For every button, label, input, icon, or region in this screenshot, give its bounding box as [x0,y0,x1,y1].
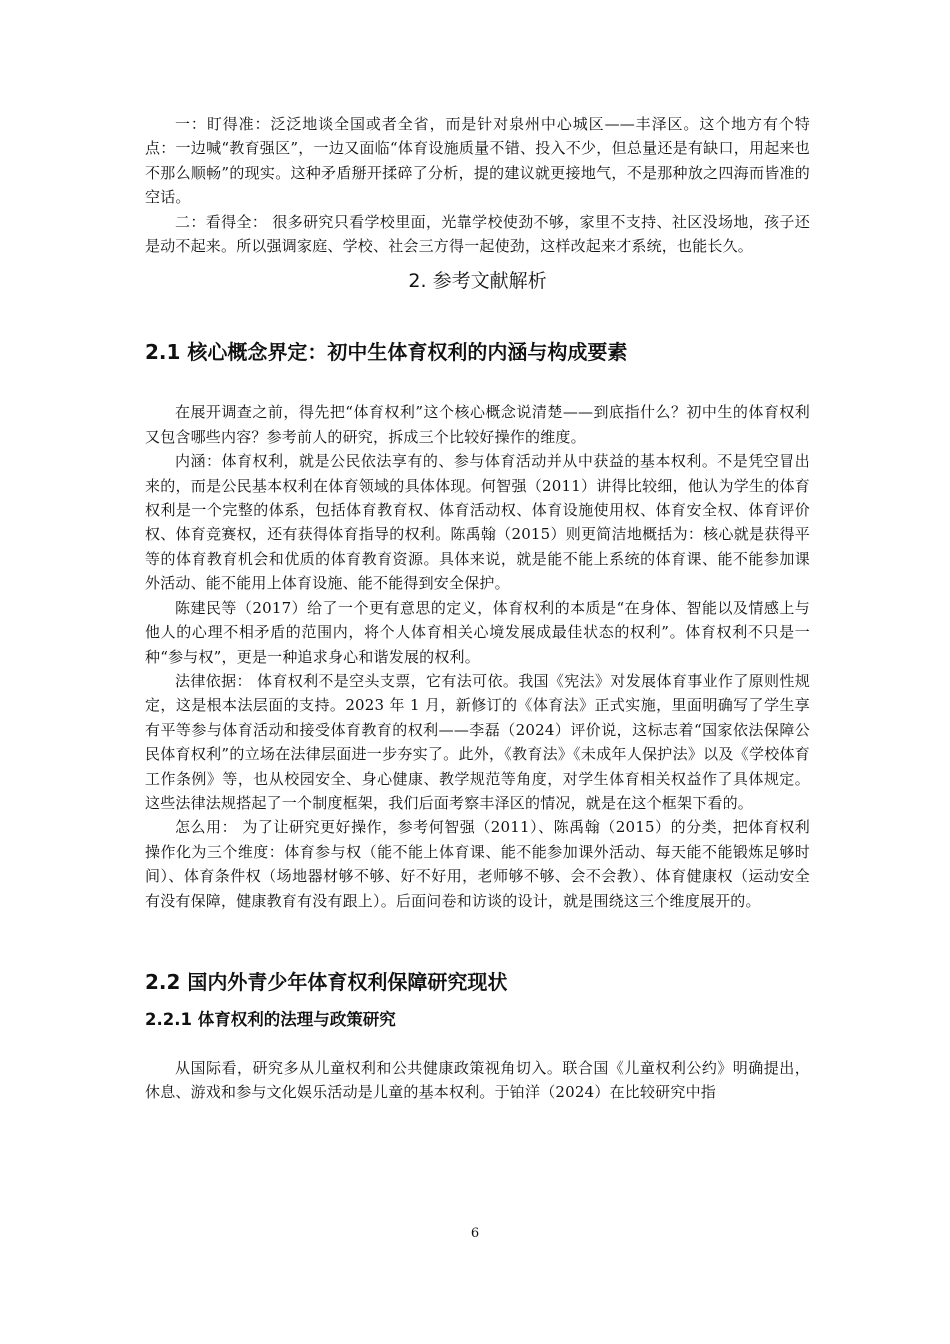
paragraph-point-one: 一：盯得准：泛泛地谈全国或者全省，而是针对泉州中心城区——丰泽区。这个地方有个特点：一边喊“教育强区”，一边又面临“体育设施质量不错、投入不少，但总量还是有缺口，用起来也不那么顺畅”的现实。这种矛盾掰开揉碎了分析，提的建议就更接地气，不是那种放之四海而皆准的空话。 [145,115,810,207]
paragraph-connotation: 内涵：体育权利，就是公民依法享有的、参与体育活动并从中获益的基本权利。不是凭空冒出来的，而是公民基本权利在体育领域的具体体现。何智强（2011）讲得比较细，他认为学生的体育权利是一个完整的体系，包括体育教育权、体育活动权、体育设施使用权、体育安全权、体育评价权、体育竞赛权，还有获得体育指导的权利。陈禹翰（2015）则更简洁地概括为：核心就是获得平等的体育教育机会和优质的体育教育资源。具体来说，就是能不能上系统的体育课、能不能参加课外活动、能不能用上体育设施、能不能得到安全保护。 [145,452,810,593]
section-title-2-1: 2.1 核心概念界定：初中生体育权利的内涵与构成要素 [145,340,628,365]
paragraph-legal-basis: 法律依据： 体育权利不是空头支票，它有法可依。我国《宪法》对发展体育事业作了原则性规定，这是根本法层面的支持。2023 年 1 月，新修订的《体育法》正式实施，里面明确写了学生享有平等参与体育活动和接受体育教育的权利——李磊（2024）评价说，这标志着“国家依法保障公民体育权利”的立场在法律层面进一步夯实了。此外，《教育法》《未成年人保护法》以及《学校体育工作条例》等，也从校园安全、身心健康、教学规范等角度，对学生体育相关权益作了具体规定。这些法律法规搭起了一个制度框架，我们后面考察丰泽区的情况，就是在这个框架下看的。 [145,671,810,812]
chapter-title: 2. 参考文献解析 [408,270,547,293]
paragraph: 从国际看，研究多从儿童权利和公共健康政策视角切入。联合国《儿童权利公约》明确提出，休息、游戏和参与文化娱乐活动是儿童的基本权利。于铂洋（2024）在比较研究中指 [145,1058,810,1102]
paragraph-point-two: 二：看得全： 很多研究只看学校里面，光靠学校使劲不够，家里不支持、社区没场地，孩子还是动不起来。所以强调家庭、学校、社会三方得一起使劲，这样改起来才系统，也能长久。 [145,212,810,256]
paragraph: 在展开调查之前，得先把“体育权利”这个核心概念说清楚——到底指什么？初中生的体育权利又包含哪些内容？参考前人的研究，拆成三个比较好操作的维度。 [145,403,810,446]
section-2-1-body [145,400,810,913]
paragraph: 陈建民等（2017）给了一个更有意思的定义，体育权利的本质是“在身体、智能以及情感上与他人的心理不相矛盾的范围内，将个人体育相关心境发展成最佳状态的权利”。体育权利不只是一种“参与权”，更是一种追求身心和谐发展的权利。 [145,598,810,666]
page-content [145,112,810,1105]
subsection-title-2-2-1: 2.2.1 体育权利的法理与政策研究 [145,1009,396,1029]
section-title-2-2: 2.2 国内外青少年体育权利保障研究现状 [145,969,508,994]
page-number: 6 [470,1226,480,1241]
paragraph-how-to-use: 怎么用： 为了让研究更好操作，参考何智强（2011）、陈禹翰（2015）的分类，把体育权利操作化为三个维度：体育参与权（能不能上体育课、能不能参加课外活动、每天能不能锻炼足够时间）、体育条件权（场地器材够不够、好不好用，老师够不够、会不会教）、体育健康权（运动安全有没有保障，健康教育有没有跟上）。后面问卷和访谈的设计，就是围绕这三个维度展开的。 [145,818,810,910]
intro-block [145,112,810,258]
subsection-2-2-1-body [145,1056,810,1105]
